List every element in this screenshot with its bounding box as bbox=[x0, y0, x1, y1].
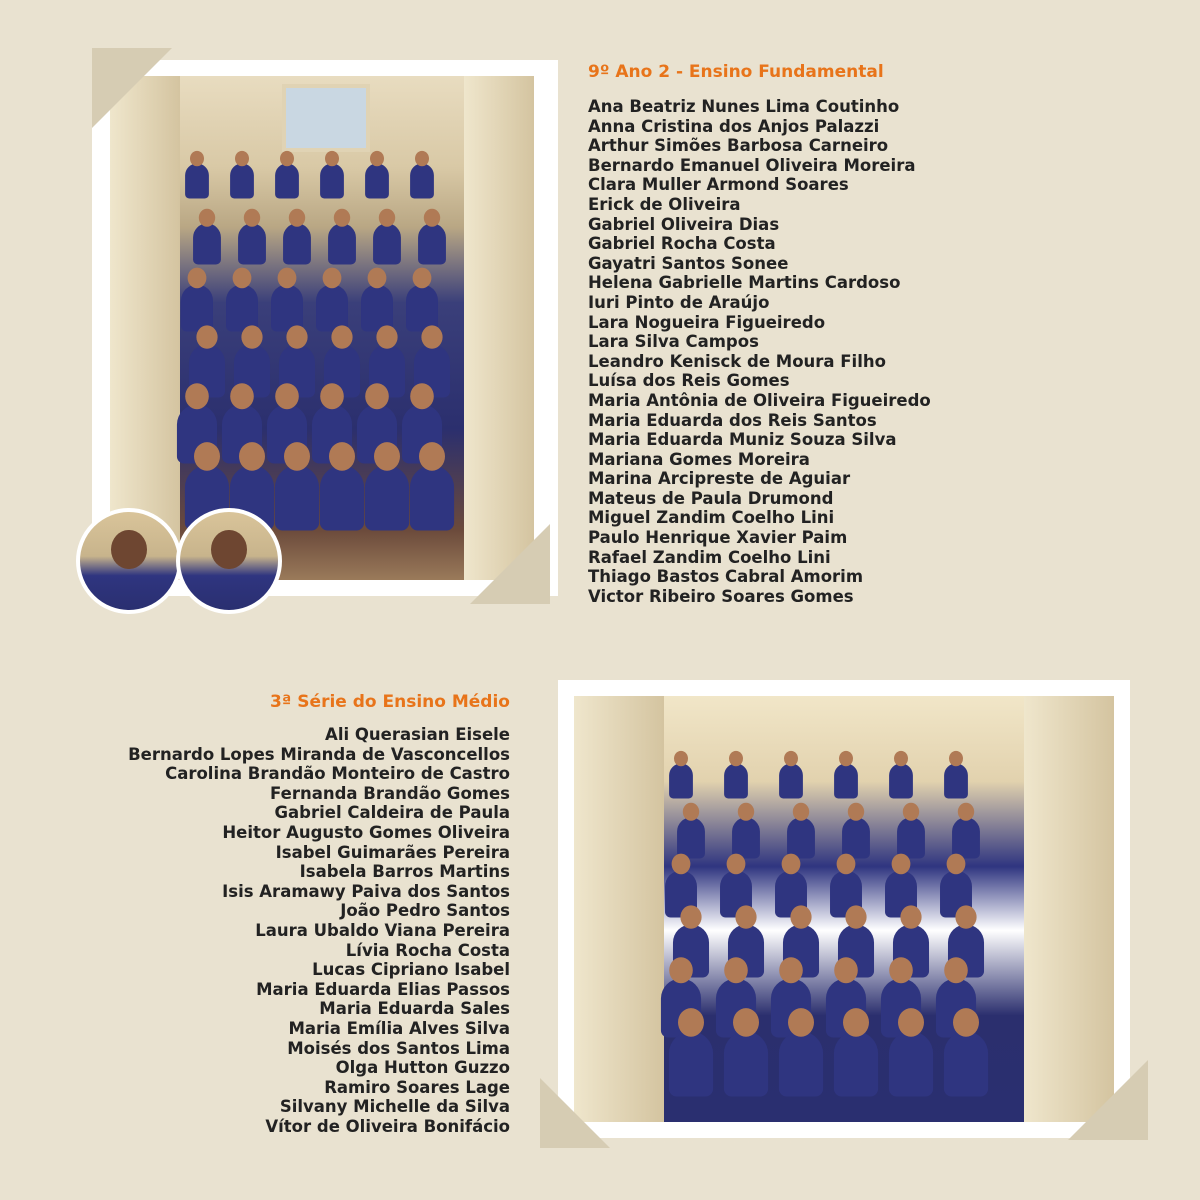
student-figure bbox=[724, 764, 748, 799]
student-name: Maria Eduarda dos Reis Santos bbox=[588, 410, 877, 430]
student-name: Maria Eduarda Sales bbox=[319, 999, 510, 1019]
student-figure bbox=[724, 1032, 768, 1097]
student-figure bbox=[320, 164, 344, 199]
student-figure bbox=[779, 1032, 823, 1097]
student-figure bbox=[275, 164, 299, 199]
student-figure bbox=[410, 465, 454, 530]
student-figure bbox=[732, 817, 760, 858]
top-name-list bbox=[588, 97, 931, 606]
student-name: Ramiro Soares Lage bbox=[324, 1077, 510, 1097]
student-figure bbox=[889, 1032, 933, 1097]
student-name: Victor Ribeiro Soares Gomes bbox=[588, 586, 854, 606]
student-figure bbox=[669, 764, 693, 799]
student-figure bbox=[406, 284, 438, 331]
student-name: Gabriel Rocha Costa bbox=[588, 234, 776, 254]
bottom-name-list bbox=[128, 725, 510, 1136]
student-name: Mariana Gomes Moreira bbox=[588, 449, 810, 469]
student-name: Helena Gabrielle Martins Cardoso bbox=[588, 273, 901, 293]
student-name: Arthur Simões Barbosa Carneiro bbox=[588, 136, 889, 156]
student-figure bbox=[361, 284, 393, 331]
student-figure bbox=[316, 284, 348, 331]
student-figure bbox=[226, 284, 258, 331]
student-figure bbox=[230, 164, 254, 199]
student-name: Miguel Zandim Coelho Lini bbox=[588, 508, 835, 528]
student-name: Gayatri Santos Sonee bbox=[588, 253, 789, 273]
student-figure bbox=[834, 1032, 878, 1097]
student-figure bbox=[365, 465, 409, 530]
student-name: Isabela Barros Martins bbox=[299, 862, 510, 882]
student-name: Isabel Guimarães Pereira bbox=[275, 842, 510, 862]
student-name: Iuri Pinto de Araújo bbox=[588, 292, 770, 312]
bottom-class-photo bbox=[574, 696, 1114, 1122]
student-figure bbox=[238, 224, 266, 265]
student-name: João Pedro Santos bbox=[340, 901, 510, 921]
student-figure bbox=[328, 224, 356, 265]
student-name: Bernardo Lopes Miranda de Vasconcellos bbox=[128, 744, 510, 764]
student-name: Paulo Henrique Xavier Paim bbox=[588, 528, 848, 548]
student-figure bbox=[787, 817, 815, 858]
student-name: Heitor Augusto Gomes Oliveira bbox=[222, 822, 510, 842]
top-photo-stamp bbox=[92, 60, 558, 596]
student-name: Anna Cristina dos Anjos Palazzi bbox=[588, 116, 880, 136]
fold-corner-bottom-right bbox=[1068, 1060, 1148, 1140]
student-figure bbox=[842, 817, 870, 858]
student-name: Moisés dos Santos Lima bbox=[287, 1038, 510, 1058]
bottom-photo-stamp bbox=[558, 680, 1130, 1138]
student-name: Lara Silva Campos bbox=[588, 332, 759, 352]
top-class-photo bbox=[110, 76, 534, 580]
student-figure bbox=[897, 817, 925, 858]
portrait-circle-1 bbox=[76, 508, 182, 614]
student-figure bbox=[677, 817, 705, 858]
student-name: Mateus de Paula Drumond bbox=[588, 488, 834, 508]
student-figure bbox=[365, 164, 389, 199]
student-name: Silvany Michelle da Silva bbox=[279, 1097, 510, 1117]
student-figure bbox=[889, 764, 913, 799]
student-figure bbox=[834, 764, 858, 799]
fold-corner-top-right bbox=[470, 524, 550, 604]
student-name: Maria Antônia de Oliveira Figueiredo bbox=[588, 390, 931, 410]
student-name: Fernanda Brandão Gomes bbox=[270, 783, 510, 803]
student-name: Luísa dos Reis Gomes bbox=[588, 371, 790, 391]
student-figure bbox=[944, 764, 968, 799]
fold-corner-top-left bbox=[92, 48, 172, 128]
student-figure bbox=[779, 764, 803, 799]
bottom-section-title: 3ª Série do Ensino Médio bbox=[269, 692, 510, 712]
student-name: Gabriel Oliveira Dias bbox=[588, 214, 780, 234]
student-figure bbox=[669, 1032, 713, 1097]
student-name: Maria Eduarda Muniz Souza Silva bbox=[588, 430, 897, 450]
student-name: Gabriel Caldeira de Paula bbox=[274, 803, 510, 823]
student-figure bbox=[181, 284, 213, 331]
portrait-circle-2 bbox=[176, 508, 282, 614]
student-name: Lucas Cipriano Isabel bbox=[312, 960, 510, 980]
student-name: Isis Aramawy Paiva dos Santos bbox=[222, 881, 510, 901]
student-name: Lara Nogueira Figueiredo bbox=[588, 312, 826, 332]
student-name: Vítor de Oliveira Bonifácio bbox=[265, 1116, 510, 1136]
student-figure bbox=[271, 284, 303, 331]
student-name: Olga Hutton Guzzo bbox=[335, 1058, 510, 1078]
student-name: Maria Emília Alves Silva bbox=[288, 1018, 510, 1038]
student-name: Ana Beatriz Nunes Lima Coutinho bbox=[588, 97, 900, 116]
student-name: Leandro Kenisck de Moura Filho bbox=[588, 351, 886, 371]
top-section-title: 9º Ano 2 - Ensino Fundamental bbox=[588, 62, 884, 82]
student-figure bbox=[320, 465, 364, 530]
student-figure bbox=[283, 224, 311, 265]
student-figure bbox=[418, 224, 446, 265]
student-name: Erick de Oliveira bbox=[588, 194, 741, 214]
student-name: Marina Arcipreste de Aguiar bbox=[588, 469, 851, 489]
student-name: Rafael Zandim Coelho Lini bbox=[588, 547, 831, 567]
student-name: Lívia Rocha Costa bbox=[345, 940, 510, 960]
student-figure bbox=[185, 164, 209, 199]
student-name: Carolina Brandão Monteiro de Castro bbox=[165, 764, 510, 784]
student-name: Bernardo Emanuel Oliveira Moreira bbox=[588, 155, 916, 175]
student-name: Clara Muller Armond Soares bbox=[588, 175, 849, 195]
student-name: Thiago Bastos Cabral Amorim bbox=[588, 567, 864, 587]
student-name: Maria Eduarda Elias Passos bbox=[256, 979, 510, 999]
student-figure bbox=[275, 465, 319, 530]
student-name: Laura Ubaldo Viana Pereira bbox=[255, 920, 510, 940]
student-figure bbox=[193, 224, 221, 265]
student-figure bbox=[944, 1032, 988, 1097]
student-figure bbox=[952, 817, 980, 858]
student-figure bbox=[373, 224, 401, 265]
student-name: Ali Querasian Eisele bbox=[325, 725, 510, 744]
student-figure bbox=[410, 164, 434, 199]
fold-corner-bottom-left bbox=[540, 1078, 610, 1148]
